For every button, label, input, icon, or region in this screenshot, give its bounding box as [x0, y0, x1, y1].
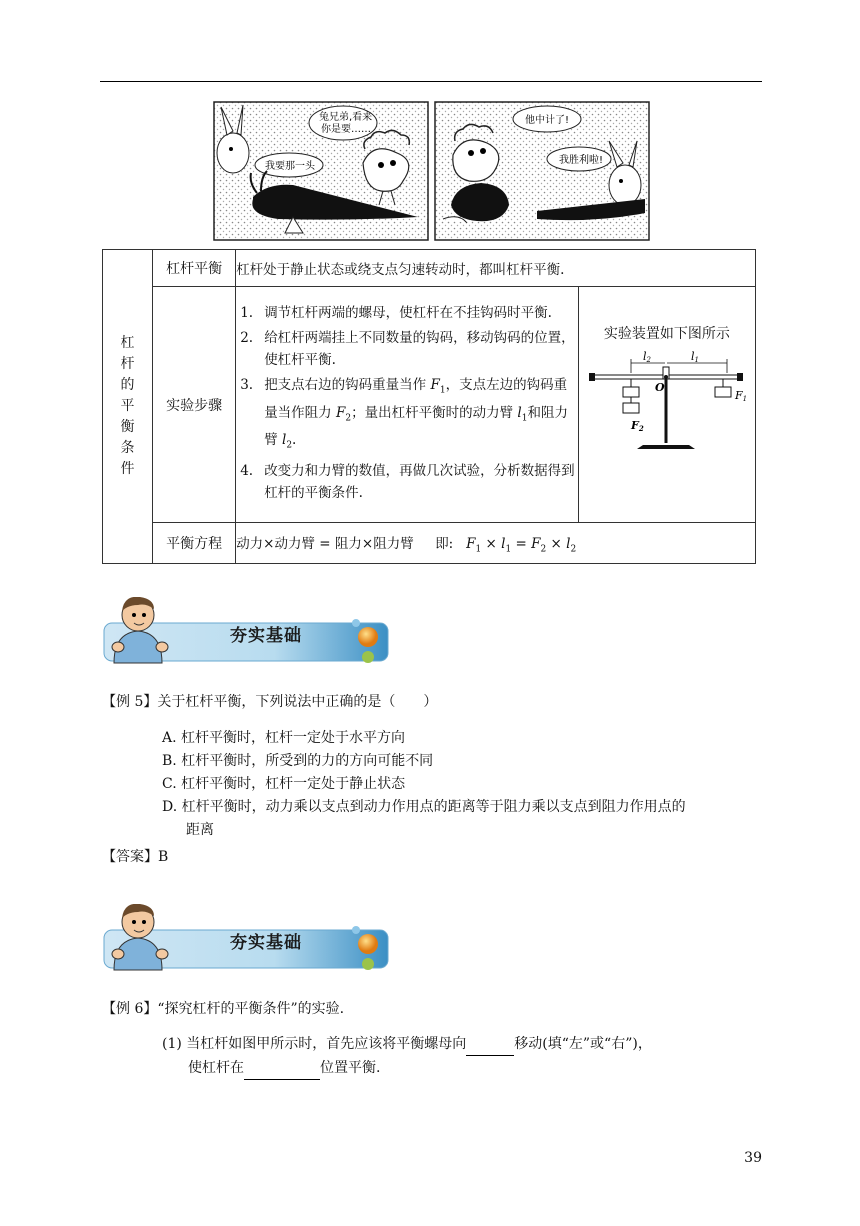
example-5-label: 【例 5】 [102, 694, 158, 710]
example-6-label: 【例 6】 [102, 1001, 158, 1017]
example-6-question: 【例 6】“探究杠杆的平衡条件”的实验. [102, 1001, 345, 1017]
row-header-char: 的 [120, 377, 135, 393]
step-1: 1. 调节杠杆两端的螺母，使杠杆在不挂钩码时平衡. [240, 304, 552, 321]
example-5-answer: 【答案】B [102, 849, 169, 865]
option-c: C. 杠杆平衡时，杠杆一定处于静止状态 [162, 776, 406, 792]
example-6-part-1: (1) 当杠杆如图甲所示时，首先应该将平衡螺母向 移动(填“左”或“右”)， [162, 1032, 652, 1056]
option-d: D. 杠杆平衡时，动力乘以支点到动力作用点的距离等于阻力乘以支点到阻力作用点的 [162, 799, 686, 815]
row-header-char: 件 [120, 461, 135, 477]
label-l2: l2 [642, 350, 651, 364]
label-balance-equation: 平衡方程 [153, 523, 236, 564]
banner-title: 夯实基础 [230, 626, 302, 646]
section-banner-2 [100, 904, 394, 972]
label-lever-balance: 杠杆平衡 [153, 250, 236, 287]
row-header-char: 平 [120, 398, 135, 414]
example-5-question: 【例 5】关于杠杆平衡，下列说法中正确的是（ ） [102, 694, 438, 710]
page-number: 39 [744, 1150, 762, 1166]
row-header-char: 杠 [120, 335, 135, 351]
example-6-part-1-line-2: 使杠杆在 位置平衡. [188, 1056, 380, 1080]
label-l1: l1 [690, 350, 699, 364]
lever-balance-table [102, 249, 756, 564]
section-banner-1 [100, 597, 394, 665]
experiment-steps [236, 287, 579, 523]
label-fulcrum-o: O [654, 381, 665, 394]
balance-equation: 动力×动力臂 = 阻力×阻力臂 即: $F_1 \times l_1 = F_2 \times l_2$ [236, 523, 756, 564]
header-rule [100, 81, 762, 82]
bubble-right-top: 他中计了! [525, 115, 570, 126]
row-header-char: 条 [120, 440, 135, 456]
rabbit-carrot-cartoon [213, 101, 651, 243]
bubble-left-bottom: 我要那一头 [265, 161, 315, 172]
banner-title: 夯实基础 [230, 933, 302, 953]
step-4: 4. 改变力和力臂的数值，再做几次试验，分析数据得到杠杆的平衡条件. [240, 463, 575, 502]
label-f1: F1 [734, 389, 747, 403]
bubble-left-top: 兔兄弟,看来 [319, 112, 373, 123]
label-f2: F2 [630, 419, 644, 433]
label-experiment-steps: 实验步骤 [153, 287, 236, 523]
row-header-char: 衡 [120, 419, 135, 435]
step-2: 2. 给杠杆两端挂上不同数量的钩码，移动钩码的位置，使杠杆平衡. [240, 329, 575, 368]
lever-apparatus-diagram [587, 349, 747, 459]
option-b: B. 杠杆平衡时，所受到的力的方向可能不同 [162, 753, 434, 769]
step-3: 3. 把支点右边的钩码重量当作 $F_1$，支点左边的钩码重量当作阻力 $F_2$；量出杠杆平衡时的动力臂 $l_1$和阻力臂 $l_2$. [240, 376, 568, 452]
apparatus-caption: 实验装置如下图所示 [603, 326, 730, 342]
option-a: A. 杠杆平衡时，杠杆一定处于水平方向 [162, 730, 406, 746]
apparatus-cell [578, 287, 755, 523]
row-header [103, 250, 153, 564]
bubble-right-bottom: 我胜利啦! [559, 155, 604, 166]
blank-position[interactable] [244, 1079, 320, 1080]
row-header-char: 杆 [120, 356, 135, 372]
option-d-continued: 距离 [186, 822, 214, 838]
svg-text:你是要……: 你是要…… [321, 124, 371, 135]
answer-value: B [158, 849, 169, 865]
blank-direction[interactable] [466, 1055, 514, 1056]
lever-balance-definition: 杠杆处于静止状态或绕支点匀速转动时，都叫杠杆平衡. [236, 250, 756, 287]
